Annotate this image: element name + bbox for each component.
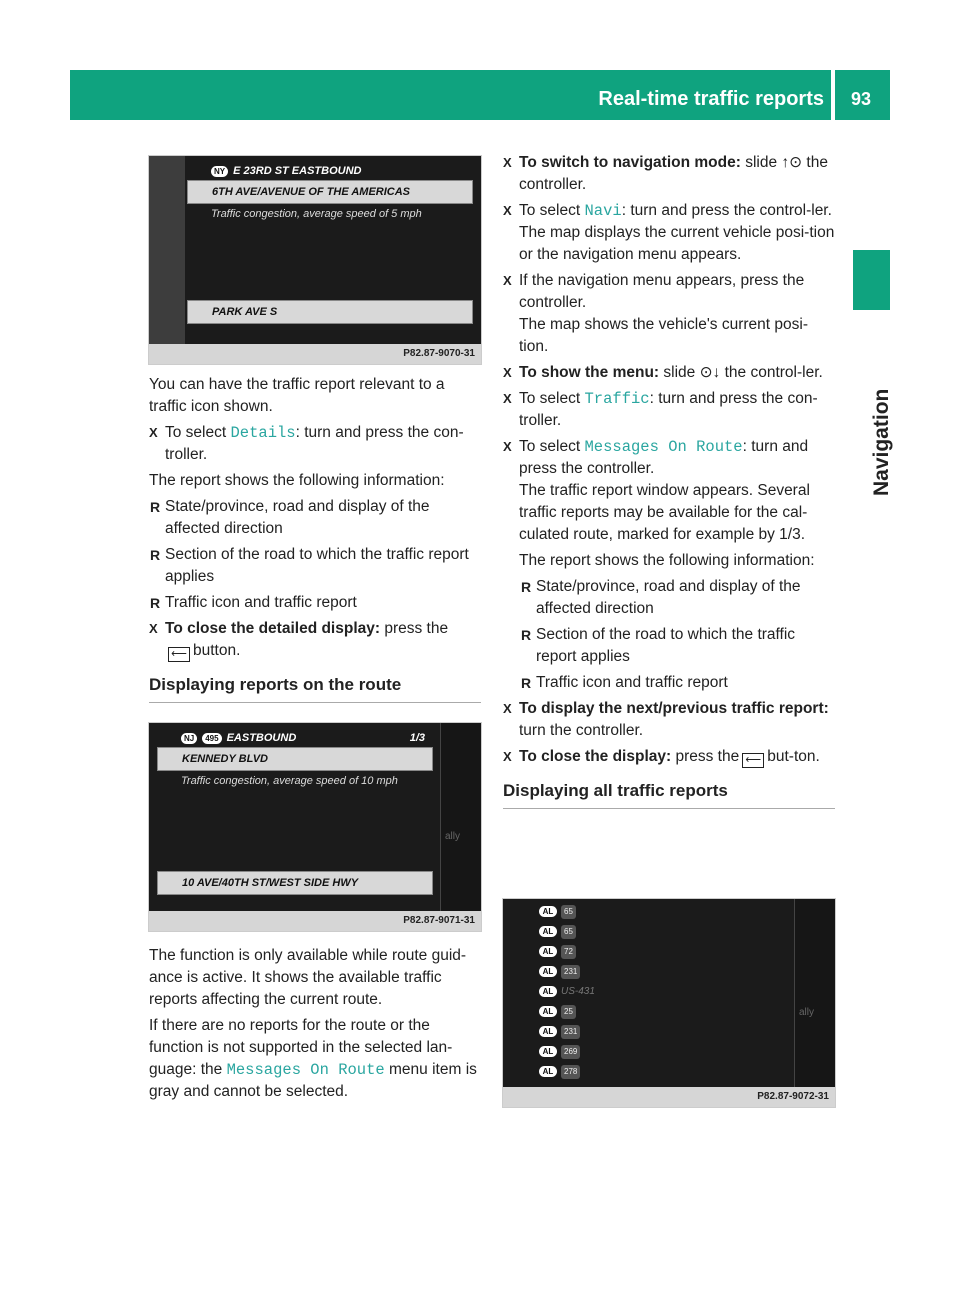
route-shield xyxy=(539,1043,619,1061)
bullet-marker: R xyxy=(150,499,161,515)
step-text: turn the controller. xyxy=(519,722,644,739)
selected-road-row xyxy=(157,747,433,771)
report-intro: The report shows the following information: xyxy=(149,472,445,489)
step-title: To close the display: xyxy=(519,748,672,765)
bullet-item xyxy=(149,592,481,614)
back-button-icon: ⟵ xyxy=(168,647,190,662)
step-text: : turn and press the con-troller. xyxy=(519,390,818,429)
bullet-marker: R xyxy=(521,675,532,691)
report-counter: 1/3 xyxy=(409,732,425,744)
road-name: KENNEDY BLVD xyxy=(182,753,268,765)
state-badge: AL xyxy=(539,906,557,917)
route-number: US-431 xyxy=(561,986,595,997)
step-marker: X xyxy=(149,425,158,440)
state-badge: NY xyxy=(211,166,228,177)
paragraph-text: menu item is gray and cannot be selected. xyxy=(149,1061,477,1100)
state-badge: NJ xyxy=(181,733,197,744)
state-badge: AL xyxy=(539,946,557,957)
road-name: PARK AVE S xyxy=(212,306,278,318)
bullet-marker: R xyxy=(150,595,161,611)
step-marker: X xyxy=(503,749,512,764)
menu-item-details: Details xyxy=(230,424,296,442)
right-column xyxy=(503,152,835,815)
report-header-row xyxy=(157,727,433,749)
step-text: To select xyxy=(519,438,585,455)
map-strip xyxy=(440,723,481,911)
bullet-item xyxy=(149,544,481,588)
step-marker: X xyxy=(503,701,512,716)
route-shield xyxy=(539,943,619,961)
bullet-item xyxy=(149,496,481,540)
image-caption: P82.87-9072-31 xyxy=(503,1087,835,1107)
state-badge: AL xyxy=(539,1046,557,1057)
step-text: slide ↑⊙ the controller. xyxy=(519,154,828,193)
menu-item-traffic: Traffic xyxy=(584,390,650,408)
back-button-icon: ⟵ xyxy=(742,753,764,768)
route-shield xyxy=(539,923,619,941)
step-text: If the navigation menu appears, press the controller. xyxy=(519,272,805,311)
step-text: button. xyxy=(193,642,241,659)
intro-text: You can have the traffic report relevant to a traffic icon shown. xyxy=(149,376,445,415)
route-number: 278 xyxy=(561,1065,580,1079)
step-text: : turn and press the con-troller. xyxy=(165,424,464,463)
step-title: To display the next/previous traffic report: xyxy=(519,700,829,717)
step-text: but-ton. xyxy=(767,748,820,765)
route-badge: 495 xyxy=(202,733,221,744)
paragraph xyxy=(149,1015,481,1103)
step-marker: X xyxy=(503,273,512,288)
bullet-marker: R xyxy=(521,579,532,595)
step-text: slide ⊙↓ the control-ler. xyxy=(659,364,823,381)
step-close-detail xyxy=(149,618,481,662)
road-name: E 23RD ST EASTBOUND xyxy=(233,165,362,177)
route-number: 231 xyxy=(561,1025,580,1039)
image-caption: P82.87-9071-31 xyxy=(149,911,481,931)
step-text: : turn and press the controller. xyxy=(519,438,809,477)
bullet-text: Section of the road to which the traffic report applies xyxy=(536,626,796,665)
header-divider xyxy=(831,70,835,120)
route-shield xyxy=(539,1023,619,1041)
road-row xyxy=(157,871,433,895)
step-select-details xyxy=(149,422,481,466)
map-strip xyxy=(149,156,185,344)
state-badge: AL xyxy=(539,1026,557,1037)
route-shield xyxy=(539,963,619,981)
step-title: To switch to navigation mode: xyxy=(519,154,741,171)
step-text: To select xyxy=(165,424,231,441)
bullet-text: State/province, road and display of the affected direction xyxy=(165,498,430,537)
route-number: 72 xyxy=(561,945,576,959)
side-tab-label: Navigation xyxy=(870,388,893,496)
bullet-marker: R xyxy=(150,547,161,563)
state-badge: AL xyxy=(539,926,557,937)
paragraph: The function is only available while route guid-ance is active. It shows the available traffic reports affecting the current route. xyxy=(149,947,467,1008)
bullet-item xyxy=(520,576,835,620)
bullet-marker: R xyxy=(521,627,532,643)
step-note: The map shows the vehicle's current posi-tion. xyxy=(519,316,808,355)
image-caption: P82.87-9070-31 xyxy=(149,344,481,364)
side-tab xyxy=(840,318,900,496)
step-text: : turn and press the control-ler. xyxy=(621,202,832,219)
step-text: press the xyxy=(380,620,449,637)
step-marker: X xyxy=(149,621,158,636)
step-note: The traffic report window appears. Several traffic reports may be available for the cal-culated route, marked for example by 1/3. xyxy=(519,482,810,543)
side-text: ally xyxy=(799,1007,815,1018)
bullet-text: State/province, road and display of the affected direction xyxy=(536,578,801,617)
menu-item-navi: Navi xyxy=(584,202,622,220)
map-strip xyxy=(794,899,835,1087)
route-number: 231 xyxy=(561,965,580,979)
step-marker: X xyxy=(503,203,512,218)
route-number: 25 xyxy=(561,1005,576,1019)
screenshot-route-reports xyxy=(148,722,482,932)
step-note: The map displays the current vehicle posi-tion or the navigation menu appears. xyxy=(519,224,835,263)
step-press-controller xyxy=(503,270,835,358)
state-badge: AL xyxy=(539,1006,557,1017)
menu-item-messages-on-route: Messages On Route xyxy=(226,1061,385,1079)
side-tab-marker xyxy=(853,250,890,310)
route-shield xyxy=(539,1063,619,1081)
step-text: press the xyxy=(671,748,740,765)
paragraph-text: If there are no reports for the route or the function is not supported in the selected lan-guage: the xyxy=(149,1017,453,1078)
step-text: To select xyxy=(519,202,585,219)
route-number: 65 xyxy=(561,925,576,939)
section-heading: Displaying reports on the route xyxy=(149,674,481,703)
step-title: To show the menu: xyxy=(519,364,660,381)
road-name: 10 AVE/40TH ST/WEST SIDE HWY xyxy=(182,877,359,889)
step-title: To close the detailed display: xyxy=(165,620,381,637)
road-name: 6TH AVE/AVENUE OF THE AMERICAS xyxy=(212,186,411,198)
step-marker: X xyxy=(503,439,512,454)
bullet-text: Section of the road to which the traffic report applies xyxy=(165,546,469,585)
step-next-previous xyxy=(503,698,835,742)
step-marker: X xyxy=(503,155,512,170)
bullet-item xyxy=(520,672,835,694)
state-badge: AL xyxy=(539,966,557,977)
step-select-traffic xyxy=(503,388,835,432)
side-text: ally xyxy=(445,831,461,842)
step-select-navi xyxy=(503,200,835,266)
menu-item-messages-on-route: Messages On Route xyxy=(584,438,743,456)
screenshot-traffic-detail xyxy=(148,155,482,365)
step-close-display xyxy=(503,746,835,768)
state-badge: AL xyxy=(539,1066,557,1077)
page-number: 93 xyxy=(850,89,872,109)
traffic-detail-text: Traffic congestion, average speed of 10 mph xyxy=(181,775,398,787)
road-row xyxy=(187,300,473,324)
bullet-text: Traffic icon and traffic report xyxy=(536,674,728,691)
bullet-text: Traffic icon and traffic report xyxy=(165,594,357,611)
road-name: EASTBOUND xyxy=(226,732,297,744)
route-number: 269 xyxy=(561,1045,580,1059)
traffic-detail-text: Traffic congestion, average speed of 5 mph xyxy=(211,208,422,220)
screenshot-all-reports xyxy=(502,898,836,1108)
step-select-messages-on-route xyxy=(503,436,835,546)
page-title: Real-time traffic reports xyxy=(598,88,824,110)
bullet-item xyxy=(520,624,835,668)
step-text: To select xyxy=(519,390,585,407)
state-badge: AL xyxy=(539,986,557,997)
route-shield xyxy=(539,1003,619,1021)
report-intro: The report shows the following information: xyxy=(519,552,815,569)
route-shield xyxy=(539,903,619,921)
route-shield xyxy=(539,983,619,1001)
section-heading: Displaying all traffic reports xyxy=(503,780,835,809)
report-header-row xyxy=(187,160,473,182)
step-show-menu xyxy=(503,362,835,384)
selected-road-row xyxy=(187,180,473,204)
step-navigation-mode xyxy=(503,152,835,196)
step-marker: X xyxy=(503,391,512,406)
route-number: 65 xyxy=(561,905,576,919)
step-marker: X xyxy=(503,365,512,380)
